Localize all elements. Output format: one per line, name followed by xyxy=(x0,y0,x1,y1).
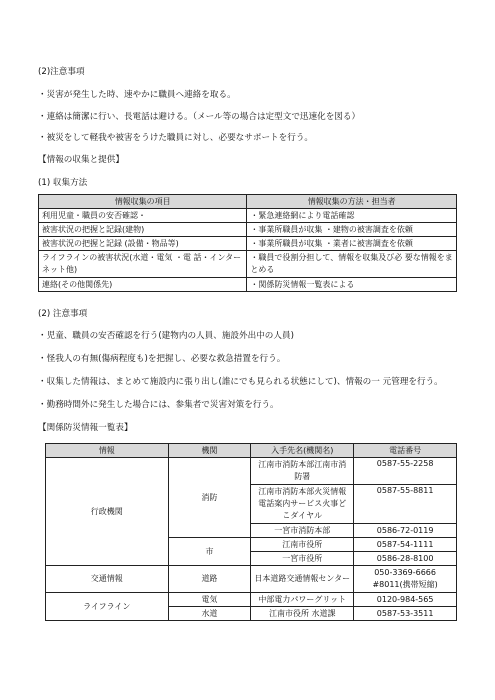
table-cell: 一宮市消防本部 xyxy=(251,524,354,538)
table-cell: 被害状況の把握と記録 (設備・物品等) xyxy=(39,237,247,251)
table-header-row xyxy=(46,444,457,458)
collection-method-table xyxy=(38,194,457,292)
table-header-cell: 情報収集の方法・担当者 xyxy=(247,195,457,209)
table-cell: ・事業所職員が収集 ・建物の被害調査を依頼 xyxy=(247,223,457,237)
table-cell: 0587-55-2258 xyxy=(354,458,457,485)
table-row xyxy=(39,209,457,223)
table-cell: 江南市役所 水道課 xyxy=(251,607,354,621)
table-cell: 交通情報 xyxy=(46,566,169,593)
table-row xyxy=(39,278,457,292)
bullet-text: ・収集した情報は、まとめて施設内に張り出し(誰にでも見られる状態にして)、情報の一 元管理を行う。 xyxy=(38,377,443,387)
bullet-text: ・児童、職員の安否確認を行う(建物内の人員、施設外出中の人員) xyxy=(38,331,294,341)
table-cell: ・関係防災情報一覧表による xyxy=(247,278,457,292)
table-cell: 被害状況の把握と記録(建物) xyxy=(39,223,247,237)
table-cell: 0120-984-565 xyxy=(354,593,457,607)
table-cell: ライフライン xyxy=(46,593,169,621)
table-cell: ・緊急連絡網により電話確認 xyxy=(247,209,457,223)
table-cell: 0586-28-8100 xyxy=(354,552,457,566)
section-heading-info: 【情報の収集と提供】 xyxy=(38,155,124,165)
table-cell: 0587-54-1111 xyxy=(354,538,457,552)
table-cell: 江南市役所 xyxy=(251,538,354,552)
table-cell: 中部電力パワーグリット xyxy=(251,593,354,607)
table-cell: 道路 xyxy=(168,566,251,593)
bullet-text: ・怪我人の有無(傷病程度も)を把握し、必要な救急措置を行う。 xyxy=(38,354,286,364)
subheading-notes: (2) 注意事項 xyxy=(38,309,88,319)
table-header-cell: 機関 xyxy=(168,444,251,458)
table-cell: 0587-55-8811 xyxy=(354,485,457,524)
table-cell: 行政機関 xyxy=(46,458,169,566)
table-cell: 利用児童・職員の安否確認・ xyxy=(39,209,247,223)
bullet-text: ・災害が発生した時、速やかに職員へ連絡を取る。 xyxy=(38,90,236,100)
table-row xyxy=(39,251,457,278)
table-cell: 連絡(その他関係先) xyxy=(39,278,247,292)
table-header-cell: 情報収集の項目 xyxy=(39,195,247,209)
table-row xyxy=(39,237,457,251)
disaster-contacts-table xyxy=(45,443,457,621)
table-cell: 電気 xyxy=(168,593,251,607)
bullet-text: ・勤務時間外に発生した場合には、参集者で災害対策を行う。 xyxy=(38,400,279,410)
table-cell: 050-3369-6666 #8011(携帯短縮) xyxy=(354,566,457,593)
table-cell: 0586-72-0119 xyxy=(354,524,457,538)
table-cell: 日本道路交通情報センター xyxy=(251,566,354,593)
subheading-collect: (1) 収集方法 xyxy=(38,178,88,188)
section-heading-notes: (2)注意事項 xyxy=(38,67,85,77)
table-header-cell: 電話番号 xyxy=(354,444,457,458)
bullet-text: ・被災をして軽我や被害をうけた職員に対し、必要なサポートを行う。 xyxy=(38,133,314,143)
table-cell: 市 xyxy=(168,538,251,566)
table-cell: ・職員で役割分担して、情報を収集及び必 要な情報をまとめる xyxy=(247,251,457,278)
table-row xyxy=(46,593,457,607)
table-row xyxy=(46,566,457,593)
table-cell: 水道 xyxy=(168,607,251,621)
section-heading-contacts: 【関係防災情報一覧表】 xyxy=(38,423,133,433)
bullet-text: ・連絡は簡潔に行い、長電話は避ける。（メール等の場合は定型文で迅速化を図る） xyxy=(38,112,361,122)
table-cell: 消防 xyxy=(168,458,251,538)
table-header-row xyxy=(39,195,457,209)
table-cell: 一宮市役所 xyxy=(251,552,354,566)
table-row xyxy=(46,458,457,485)
table-row xyxy=(39,223,457,237)
table-cell: ・事業所職員が収集 ・業者に被害調査を依頼 xyxy=(247,237,457,251)
table-cell: 0587-53-3511 xyxy=(354,607,457,621)
table-cell: 江南市消防本部江南市消防署 xyxy=(251,458,354,485)
table-cell: ライフラインの被害状況(水道・電気 ・電 話・インターネット他) xyxy=(39,251,247,278)
table-header-cell: 入手先名(機関名) xyxy=(251,444,354,458)
table-header-cell: 情報 xyxy=(46,444,169,458)
table-cell: 江南市消防本部火災情報電話案内サービス火事どこダイヤル xyxy=(251,485,354,524)
